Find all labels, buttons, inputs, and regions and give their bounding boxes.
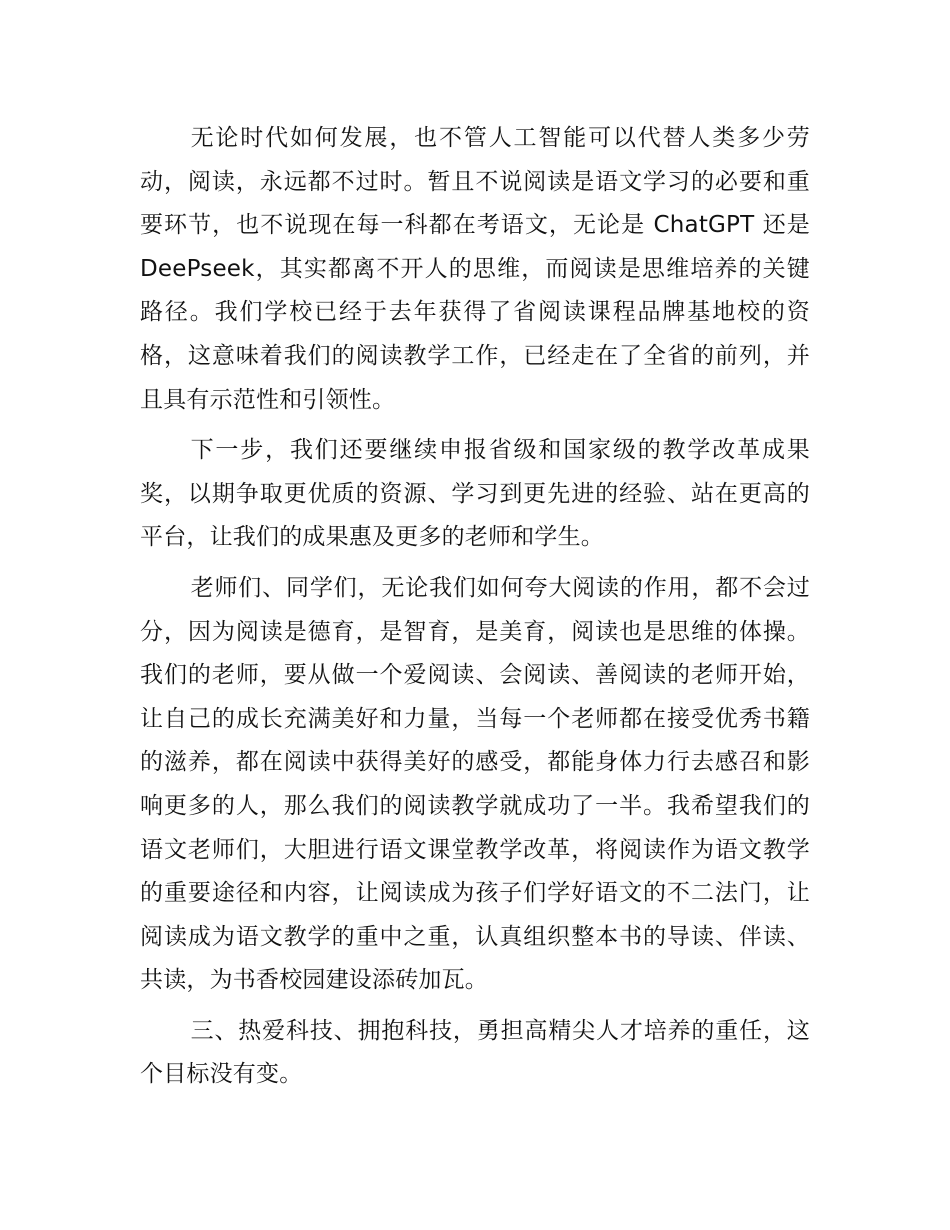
document-body xyxy=(140,117,810,1097)
paragraph-reading-importance: 无论时代如何发展，也不管人工智能可以代替人类多少劳动，阅读，永远都不过时。暂且不说阅读是语文学习的必要和重要环节，也不说现在每一科都在考语文，无论是 ChatGPT 还是 DeePseek，其实都离不开人的思维，而阅读是思维培养的关键路径。我们学校已经于去年获得了省阅读课程品牌基地校的资格，这意味着我们的阅读教学工作，已经走在了全省的前列，并且具有示范性和引领性。 xyxy=(140,125,810,413)
paragraph-section-three: 三、热爱科技、拥抱科技，勇担高精尖人才培养的重任，这个目标没有变。 xyxy=(140,1017,810,1088)
paragraph-next-steps: 下一步，我们还要继续申报省级和国家级的教学改革成果奖，以期争取更优质的资源、学习到更先进的经验、站在更高的平台，让我们的成果惠及更多的老师和学生。 xyxy=(140,437,810,551)
paragraph-teachers-students: 老师们、同学们，无论我们如何夸大阅读的作用，都不会过分，因为阅读是德育，是智育，是美育，阅读也是思维的体操。我们的老师，要从做一个爱阅读、会阅读、善阅读的老师开始，让自己的成长充满美好和力量，当每一个老师都在接受优秀书籍的滋养，都在阅读中获得美好的感受，都能身体力行去感召和影响更多的人，那么我们的阅读教学就成功了一半。我希望我们的语文老师们，大胆进行语文课堂教学改革，将阅读作为语文教学的重要途径和内容，让阅读成为孩子们学好语文的不二法门，让阅读成为语文教学的重中之重，认真组织整本书的导读、伴读、共读，为书香校园建设添砖加瓦。 xyxy=(140,574,810,994)
